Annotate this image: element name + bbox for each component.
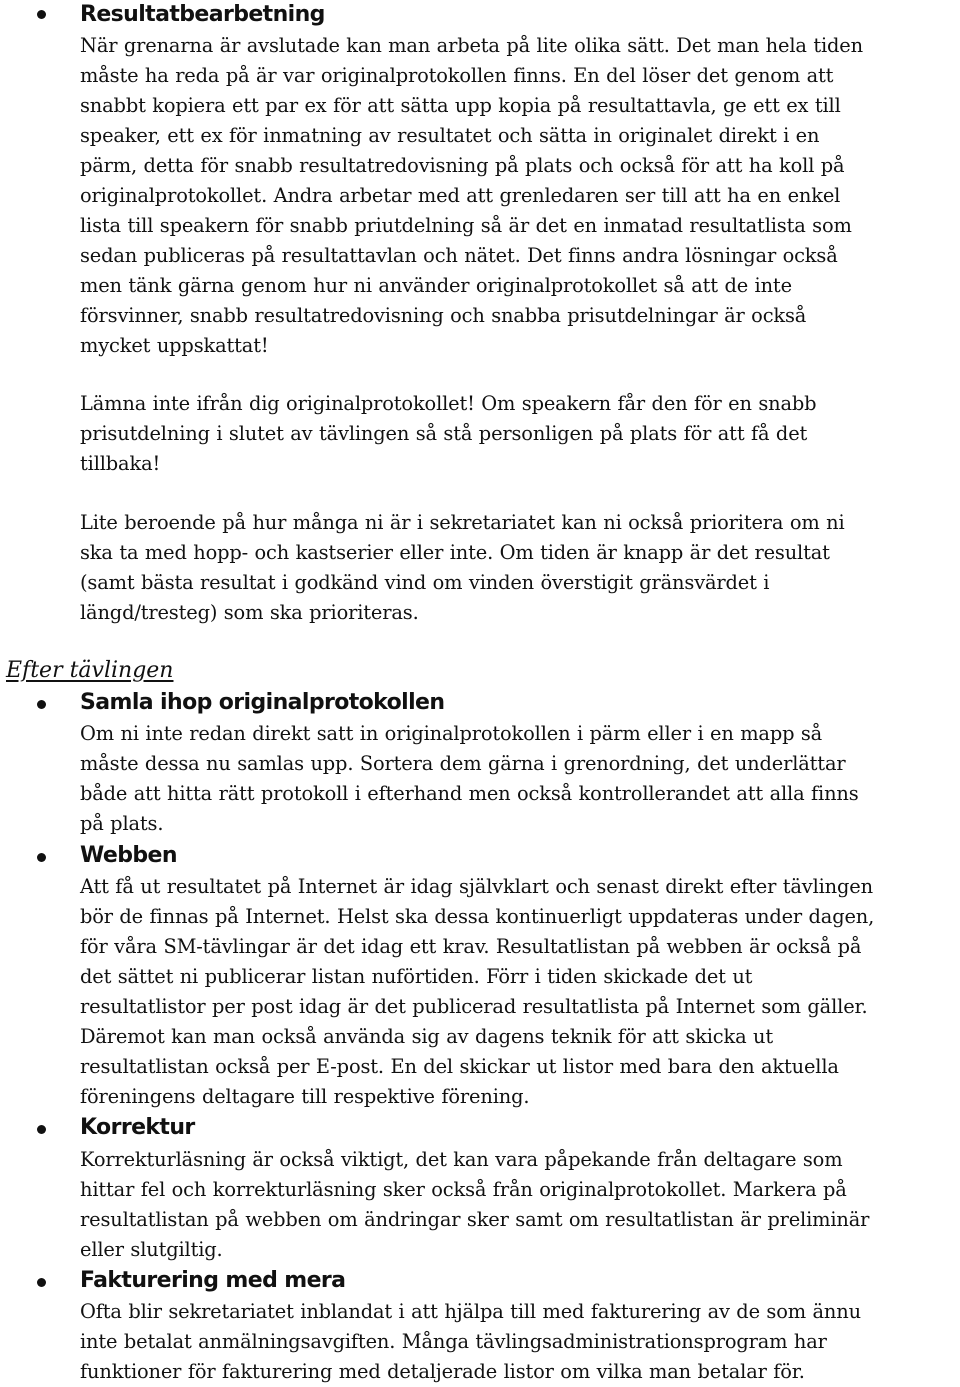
text-line: både att hitta rätt protokoll i efterhand men också kontrollerandet att alla finns [80,782,859,805]
text-line: mycket uppskattat! [80,334,269,357]
fakturering-paragraph [80,1297,960,1387]
text-line: lista till speakern för snabb priutdelning så är det en inmatad resultatlista som [80,214,852,237]
text-line: Lämna inte ifrån dig originalprotokollet! Om speakern får den för en snabb [80,392,817,415]
webben-paragraph [80,872,960,1112]
samla-ihop-heading: Samla ihop originalprotokollen [80,690,445,715]
text-line: resultatlistan också per E-post. En del skickar ut listor med bara den aktuella [80,1055,839,1078]
text-line: snabbt kopiera ett par ex för att sätta upp kopia på resultattavla, ge ett ex till [80,94,841,117]
text-line: tillbaka! [80,452,161,475]
text-line: men tänk gärna genom hur ni använder originalprotokollet så att de inte [80,274,792,297]
fakturering-heading: Fakturering med mera [80,1268,346,1293]
samla-ihop-paragraph [80,719,960,839]
bullet-icon [37,700,46,709]
resultatbearbetning-paragraph-1 [80,31,960,361]
text-line: längd/tresteg) som ska prioriteras. [80,601,419,624]
text-line: funktioner för fakturering med detaljerade listor om vilka man betalar för. [80,1360,805,1383]
text-line: sedan publiceras på resultattavlan och nätet. Det finns andra lösningar också [80,244,838,267]
resultatbearbetning-paragraph-2 [80,389,960,479]
bullet-icon [37,1125,46,1134]
text-line: eller slutgiltig. [80,1238,223,1261]
text-line: Att få ut resultatet på Internet är idag självklart och senast direkt efter tävlingen [80,875,873,898]
text-line: måste dessa nu samlas upp. Sortera dem gärna i grenordning, det underlättar [80,752,846,775]
text-line: bör de finnas på Internet. Helst ska dessa kontinuerligt uppdateras under dagen, [80,905,875,928]
text-line: för våra SM-tävlingar är det idag ett krav. Resultatlistan på webben är också på [80,935,862,958]
bullet-icon [37,1278,46,1287]
bullet-icon [37,10,46,19]
resultatbearbetning-paragraph-3 [80,508,960,628]
webben-heading: Webben [80,843,177,868]
korrektur-paragraph [80,1145,960,1265]
text-line: Däremot kan man också använda sig av dagens teknik för att skicka ut [80,1025,773,1048]
text-line: försvinner, snabb resultatredovisning och snabba prisutdelningar är också [80,304,807,327]
text-line: ska ta med hopp- och kastserier eller inte. Om tiden är knapp är det resultat [80,541,830,564]
text-line: pärm, detta för snabb resultatredovisning på plats och också för att ha koll på [80,154,845,177]
text-line: Lite beroende på hur många ni är i sekretariatet kan ni också prioritera om ni [80,511,845,534]
efter-tavlingen-heading: Efter tävlingen [6,658,174,683]
text-line: Ofta blir sekretariatet inblandat i att hjälpa till med fakturering av de som ännu [80,1300,861,1323]
text-line: resultatlistan på webben om ändringar sker samt om resultatlistan är preliminär [80,1208,870,1231]
text-line: det sättet ni publicerar listan nuförtiden. Förr i tiden skickade det ut [80,965,753,988]
bullet-icon [37,853,46,862]
text-line: inte betalat anmälningsavgiften. Många tävlingsadministrationsprogram har [80,1330,827,1353]
korrektur-heading: Korrektur [80,1115,195,1140]
text-line: När grenarna är avslutade kan man arbeta på lite olika sätt. Det man hela tiden [80,34,863,57]
text-line: hittar fel och korrekturläsning sker också från originalprotokollet. Markera på [80,1178,847,1201]
text-line: speaker, ett ex för inmatning av resultatet och sätta in originalet direkt i en [80,124,820,147]
text-line: Om ni inte redan direkt satt in originalprotokollen i pärm eller i en mapp så [80,722,823,745]
text-line: måste ha reda på är var originalprotokollen finns. En del löser det genom att [80,64,834,87]
text-line: föreningens deltagare till respektive förening. [80,1085,530,1108]
text-line: resultatlistor per post idag är det publicerad resultatlista på Internet som gäller. [80,995,868,1018]
text-line: (samt bästa resultat i godkänd vind om vinden överstigit gränsvärdet i [80,571,770,594]
text-line: originalprotokollet. Andra arbetar med att grenledaren ser till att ha en enkel [80,184,841,207]
resultatbearbetning-heading: Resultatbearbetning [80,2,325,27]
text-line: prisutdelning i slutet av tävlingen så stå personligen på plats för att få det [80,422,808,445]
text-line: Korrekturläsning är också viktigt, det kan vara påpekande från deltagare som [80,1148,843,1171]
text-line: på plats. [80,812,164,835]
